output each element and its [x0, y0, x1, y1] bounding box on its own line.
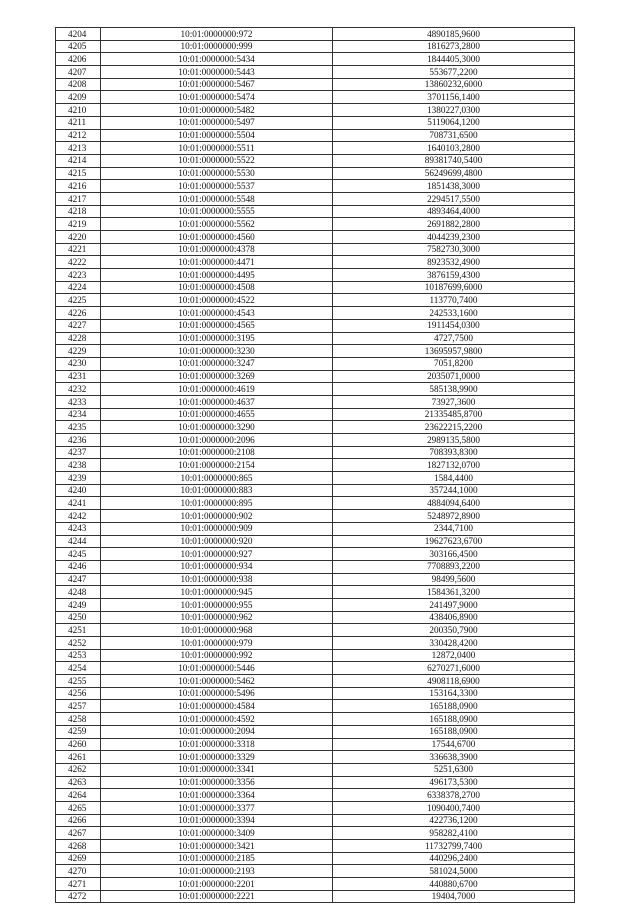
cadastral-number: 10:01:0000000:5522	[101, 154, 333, 167]
cadastral-number: 10:01:0000000:4655	[101, 408, 333, 421]
cadastral-number: 10:01:0000000:972	[101, 28, 333, 41]
cadastral-number: 10:01:0000000:955	[101, 598, 333, 611]
row-number: 4254	[56, 662, 101, 675]
row-number: 4253	[56, 649, 101, 662]
row-number: 4209	[56, 91, 101, 104]
parcel-table	[55, 27, 575, 903]
table-row	[56, 611, 575, 624]
table-row	[56, 180, 575, 193]
amount-value: 422736,1200	[333, 814, 575, 827]
row-number: 4260	[56, 738, 101, 751]
row-number: 4219	[56, 218, 101, 231]
cadastral-number: 10:01:0000000:5548	[101, 192, 333, 205]
cadastral-number: 10:01:0000000:895	[101, 497, 333, 510]
cadastral-number: 10:01:0000000:4592	[101, 713, 333, 726]
parcel-table-body	[56, 28, 575, 903]
row-number: 4257	[56, 700, 101, 713]
table-row	[56, 256, 575, 269]
cadastral-number: 10:01:0000000:5497	[101, 116, 333, 129]
cadastral-number: 10:01:0000000:2185	[101, 852, 333, 865]
row-number: 4269	[56, 852, 101, 865]
table-row	[56, 357, 575, 370]
cadastral-number: 10:01:0000000:5446	[101, 662, 333, 675]
amount-value: 2989135,5800	[333, 434, 575, 447]
table-row	[56, 421, 575, 434]
amount-value: 13695957,9800	[333, 345, 575, 358]
amount-value: 7708893,2200	[333, 560, 575, 573]
cadastral-number: 10:01:0000000:5462	[101, 675, 333, 688]
cadastral-number: 10:01:0000000:4508	[101, 281, 333, 294]
row-number: 4270	[56, 865, 101, 878]
row-number: 4266	[56, 814, 101, 827]
amount-value: 1827132,0700	[333, 459, 575, 472]
row-number: 4232	[56, 383, 101, 396]
table-row	[56, 484, 575, 497]
amount-value: 708393,8300	[333, 446, 575, 459]
amount-value: 89381740,5400	[333, 154, 575, 167]
table-row	[56, 776, 575, 789]
row-number: 4262	[56, 763, 101, 776]
table-row	[56, 801, 575, 814]
amount-value: 17544,6700	[333, 738, 575, 751]
cadastral-number: 10:01:0000000:5496	[101, 687, 333, 700]
amount-value: 19627623,6700	[333, 535, 575, 548]
cadastral-number: 10:01:0000000:2154	[101, 459, 333, 472]
table-row	[56, 91, 575, 104]
row-number: 4264	[56, 789, 101, 802]
amount-value: 1090400,7400	[333, 801, 575, 814]
amount-value: 2035071,0000	[333, 370, 575, 383]
amount-value: 3876159,4300	[333, 269, 575, 282]
amount-value: 4884094,6400	[333, 497, 575, 510]
row-number: 4272	[56, 890, 101, 903]
row-number: 4237	[56, 446, 101, 459]
cadastral-number: 10:01:0000000:945	[101, 586, 333, 599]
amount-value: 5248972,8900	[333, 510, 575, 523]
table-row	[56, 738, 575, 751]
row-number: 4252	[56, 637, 101, 650]
row-number: 4263	[56, 776, 101, 789]
cadastral-number: 10:01:0000000:3247	[101, 357, 333, 370]
row-number: 4247	[56, 573, 101, 586]
table-row	[56, 573, 575, 586]
cadastral-number: 10:01:0000000:4584	[101, 700, 333, 713]
amount-value: 7582730,3000	[333, 243, 575, 256]
amount-value: 113770,7400	[333, 294, 575, 307]
row-number: 4268	[56, 840, 101, 853]
amount-value: 5251,6300	[333, 763, 575, 776]
table-row	[56, 269, 575, 282]
row-number: 4207	[56, 66, 101, 79]
table-row	[56, 231, 575, 244]
row-number: 4205	[56, 40, 101, 53]
cadastral-number: 10:01:0000000:4471	[101, 256, 333, 269]
cadastral-number: 10:01:0000000:5434	[101, 53, 333, 66]
cadastral-number: 10:01:0000000:5443	[101, 66, 333, 79]
row-number: 4208	[56, 78, 101, 91]
table-row	[56, 687, 575, 700]
row-number: 4238	[56, 459, 101, 472]
table-row	[56, 332, 575, 345]
row-number: 4215	[56, 167, 101, 180]
amount-value: 4893464,4000	[333, 205, 575, 218]
table-row	[56, 192, 575, 205]
row-number: 4223	[56, 269, 101, 282]
cadastral-number: 10:01:0000000:3377	[101, 801, 333, 814]
cadastral-number: 10:01:0000000:5467	[101, 78, 333, 91]
amount-value: 8923532,4900	[333, 256, 575, 269]
amount-value: 19404,7000	[333, 890, 575, 903]
table-row	[56, 167, 575, 180]
table-row	[56, 40, 575, 53]
table-row	[56, 142, 575, 155]
amount-value: 200350,7900	[333, 624, 575, 637]
cadastral-number: 10:01:0000000:3290	[101, 421, 333, 434]
row-number: 4241	[56, 497, 101, 510]
table-row	[56, 598, 575, 611]
cadastral-number: 10:01:0000000:865	[101, 472, 333, 485]
cadastral-number: 10:01:0000000:934	[101, 560, 333, 573]
cadastral-number: 10:01:0000000:4543	[101, 307, 333, 320]
table-row	[56, 116, 575, 129]
cadastral-number: 10:01:0000000:2193	[101, 865, 333, 878]
amount-value: 6270271,6000	[333, 662, 575, 675]
row-number: 4227	[56, 319, 101, 332]
amount-value: 440880,6700	[333, 878, 575, 891]
cadastral-number: 10:01:0000000:992	[101, 649, 333, 662]
amount-value: 438406,8900	[333, 611, 575, 624]
cadastral-number: 10:01:0000000:5474	[101, 91, 333, 104]
row-number: 4206	[56, 53, 101, 66]
row-number: 4230	[56, 357, 101, 370]
row-number: 4261	[56, 751, 101, 764]
amount-value: 165188,0900	[333, 725, 575, 738]
cadastral-number: 10:01:0000000:4637	[101, 395, 333, 408]
table-row	[56, 218, 575, 231]
row-number: 4258	[56, 713, 101, 726]
table-row	[56, 827, 575, 840]
amount-value: 330428,4200	[333, 637, 575, 650]
row-number: 4248	[56, 586, 101, 599]
row-number: 4212	[56, 129, 101, 142]
cadastral-number: 10:01:0000000:938	[101, 573, 333, 586]
amount-value: 1851438,3000	[333, 180, 575, 193]
amount-value: 1584361,3200	[333, 586, 575, 599]
table-row	[56, 472, 575, 485]
table-row	[56, 129, 575, 142]
amount-value: 440296,2400	[333, 852, 575, 865]
table-row	[56, 751, 575, 764]
amount-value: 7051,8200	[333, 357, 575, 370]
row-number: 4216	[56, 180, 101, 193]
amount-value: 2294517,5500	[333, 192, 575, 205]
amount-value: 1584,4400	[333, 472, 575, 485]
cadastral-number: 10:01:0000000:3318	[101, 738, 333, 751]
table-row	[56, 890, 575, 903]
table-row	[56, 154, 575, 167]
cadastral-number: 10:01:0000000:920	[101, 535, 333, 548]
amount-value: 73927,3600	[333, 395, 575, 408]
cadastral-number: 10:01:0000000:3195	[101, 332, 333, 345]
amount-value: 5119064,1200	[333, 116, 575, 129]
table-row	[56, 560, 575, 573]
table-row	[56, 53, 575, 66]
amount-value: 2344,7100	[333, 522, 575, 535]
row-number: 4225	[56, 294, 101, 307]
amount-value: 1844405,3000	[333, 53, 575, 66]
amount-value: 23622215,2200	[333, 421, 575, 434]
cadastral-number: 10:01:0000000:3421	[101, 840, 333, 853]
table-row	[56, 205, 575, 218]
amount-value: 496173,5300	[333, 776, 575, 789]
amount-value: 56249699,4800	[333, 167, 575, 180]
table-row	[56, 408, 575, 421]
cadastral-number: 10:01:0000000:5537	[101, 180, 333, 193]
amount-value: 21335485,8700	[333, 408, 575, 421]
amount-value: 3701156,1400	[333, 91, 575, 104]
table-row	[56, 713, 575, 726]
cadastral-number: 10:01:0000000:3341	[101, 763, 333, 776]
cadastral-number: 10:01:0000000:3329	[101, 751, 333, 764]
cadastral-number: 10:01:0000000:4560	[101, 231, 333, 244]
row-number: 4229	[56, 345, 101, 358]
row-number: 4246	[56, 560, 101, 573]
cadastral-number: 10:01:0000000:999	[101, 40, 333, 53]
cadastral-number: 10:01:0000000:4565	[101, 319, 333, 332]
cadastral-number: 10:01:0000000:4378	[101, 243, 333, 256]
cadastral-number: 10:01:0000000:4495	[101, 269, 333, 282]
cadastral-number: 10:01:0000000:5504	[101, 129, 333, 142]
table-row	[56, 649, 575, 662]
cadastral-number: 10:01:0000000:962	[101, 611, 333, 624]
row-number: 4217	[56, 192, 101, 205]
amount-value: 553677,2200	[333, 66, 575, 79]
table-row	[56, 383, 575, 396]
row-number: 4255	[56, 675, 101, 688]
cadastral-number: 10:01:0000000:883	[101, 484, 333, 497]
row-number: 4204	[56, 28, 101, 41]
cadastral-number: 10:01:0000000:5555	[101, 205, 333, 218]
row-number: 4228	[56, 332, 101, 345]
amount-value: 242533,1600	[333, 307, 575, 320]
table-row	[56, 878, 575, 891]
amount-value: 165188,0900	[333, 713, 575, 726]
table-row	[56, 434, 575, 447]
row-number: 4256	[56, 687, 101, 700]
amount-value: 336638,3900	[333, 751, 575, 764]
amount-value: 581024,5000	[333, 865, 575, 878]
table-row	[56, 446, 575, 459]
table-row	[56, 281, 575, 294]
row-number: 4242	[56, 510, 101, 523]
table-row	[56, 307, 575, 320]
row-number: 4221	[56, 243, 101, 256]
row-number: 4211	[56, 116, 101, 129]
cadastral-number: 10:01:0000000:2201	[101, 878, 333, 891]
amount-value: 10187699,6000	[333, 281, 575, 294]
table-row	[56, 789, 575, 802]
row-number: 4233	[56, 395, 101, 408]
table-row	[56, 522, 575, 535]
row-number: 4224	[56, 281, 101, 294]
table-row	[56, 104, 575, 117]
amount-value: 153164,3300	[333, 687, 575, 700]
amount-value: 1911454,0300	[333, 319, 575, 332]
amount-value: 241497,9000	[333, 598, 575, 611]
table-row	[56, 840, 575, 853]
amount-value: 13860232,6000	[333, 78, 575, 91]
cadastral-number: 10:01:0000000:3409	[101, 827, 333, 840]
table-row	[56, 586, 575, 599]
row-number: 4218	[56, 205, 101, 218]
table-row	[56, 675, 575, 688]
cadastral-number: 10:01:0000000:5562	[101, 218, 333, 231]
cadastral-number: 10:01:0000000:968	[101, 624, 333, 637]
row-number: 4244	[56, 535, 101, 548]
row-number: 4240	[56, 484, 101, 497]
amount-value: 958282,4100	[333, 827, 575, 840]
table-row	[56, 294, 575, 307]
row-number: 4222	[56, 256, 101, 269]
table-row	[56, 497, 575, 510]
table-row	[56, 459, 575, 472]
row-number: 4271	[56, 878, 101, 891]
table-row	[56, 28, 575, 41]
cadastral-number: 10:01:0000000:2096	[101, 434, 333, 447]
table-row	[56, 662, 575, 675]
amount-value: 1640103,2800	[333, 142, 575, 155]
row-number: 4243	[56, 522, 101, 535]
amount-value: 11732799,7400	[333, 840, 575, 853]
table-row	[56, 395, 575, 408]
cadastral-number: 10:01:0000000:3364	[101, 789, 333, 802]
row-number: 4245	[56, 548, 101, 561]
row-number: 4226	[56, 307, 101, 320]
row-number: 4214	[56, 154, 101, 167]
amount-value: 2691882,2800	[333, 218, 575, 231]
cadastral-number: 10:01:0000000:3269	[101, 370, 333, 383]
table-row	[56, 510, 575, 523]
amount-value: 165188,0900	[333, 700, 575, 713]
row-number: 4231	[56, 370, 101, 383]
table-row	[56, 624, 575, 637]
row-number: 4210	[56, 104, 101, 117]
table-row	[56, 319, 575, 332]
amount-value: 12872,0400	[333, 649, 575, 662]
cadastral-number: 10:01:0000000:5530	[101, 167, 333, 180]
amount-value: 4890185,9600	[333, 28, 575, 41]
cadastral-number: 10:01:0000000:4522	[101, 294, 333, 307]
cadastral-number: 10:01:0000000:5511	[101, 142, 333, 155]
table-row	[56, 548, 575, 561]
table-row	[56, 700, 575, 713]
amount-value: 1380227,0300	[333, 104, 575, 117]
amount-value: 4908118,6900	[333, 675, 575, 688]
amount-value: 6338378,2700	[333, 789, 575, 802]
cadastral-number: 10:01:0000000:3230	[101, 345, 333, 358]
table-row	[56, 535, 575, 548]
amount-value: 98499,5600	[333, 573, 575, 586]
row-number: 4236	[56, 434, 101, 447]
table-row	[56, 78, 575, 91]
amount-value: 4044239,2300	[333, 231, 575, 244]
cadastral-number: 10:01:0000000:4619	[101, 383, 333, 396]
table-row	[56, 66, 575, 79]
row-number: 4239	[56, 472, 101, 485]
row-number: 4220	[56, 231, 101, 244]
amount-value: 303166,4500	[333, 548, 575, 561]
cadastral-number: 10:01:0000000:927	[101, 548, 333, 561]
table-row	[56, 814, 575, 827]
cadastral-number: 10:01:0000000:5482	[101, 104, 333, 117]
row-number: 4259	[56, 725, 101, 738]
cadastral-number: 10:01:0000000:902	[101, 510, 333, 523]
cadastral-number: 10:01:0000000:3356	[101, 776, 333, 789]
table-row	[56, 345, 575, 358]
row-number: 4265	[56, 801, 101, 814]
table-row	[56, 370, 575, 383]
table-row	[56, 852, 575, 865]
table-row	[56, 243, 575, 256]
cadastral-number: 10:01:0000000:3394	[101, 814, 333, 827]
row-number: 4213	[56, 142, 101, 155]
table-row	[56, 865, 575, 878]
row-number: 4267	[56, 827, 101, 840]
row-number: 4250	[56, 611, 101, 624]
cadastral-number: 10:01:0000000:979	[101, 637, 333, 650]
amount-value: 357244,1000	[333, 484, 575, 497]
amount-value: 1816273,2800	[333, 40, 575, 53]
amount-value: 4727,7500	[333, 332, 575, 345]
table-row	[56, 763, 575, 776]
cadastral-number: 10:01:0000000:909	[101, 522, 333, 535]
amount-value: 585138,9900	[333, 383, 575, 396]
cadastral-number: 10:01:0000000:2221	[101, 890, 333, 903]
row-number: 4251	[56, 624, 101, 637]
cadastral-number: 10:01:0000000:2094	[101, 725, 333, 738]
table-row	[56, 637, 575, 650]
row-number: 4249	[56, 598, 101, 611]
row-number: 4234	[56, 408, 101, 421]
amount-value: 708731,6500	[333, 129, 575, 142]
table-row	[56, 725, 575, 738]
cadastral-number: 10:01:0000000:2108	[101, 446, 333, 459]
row-number: 4235	[56, 421, 101, 434]
